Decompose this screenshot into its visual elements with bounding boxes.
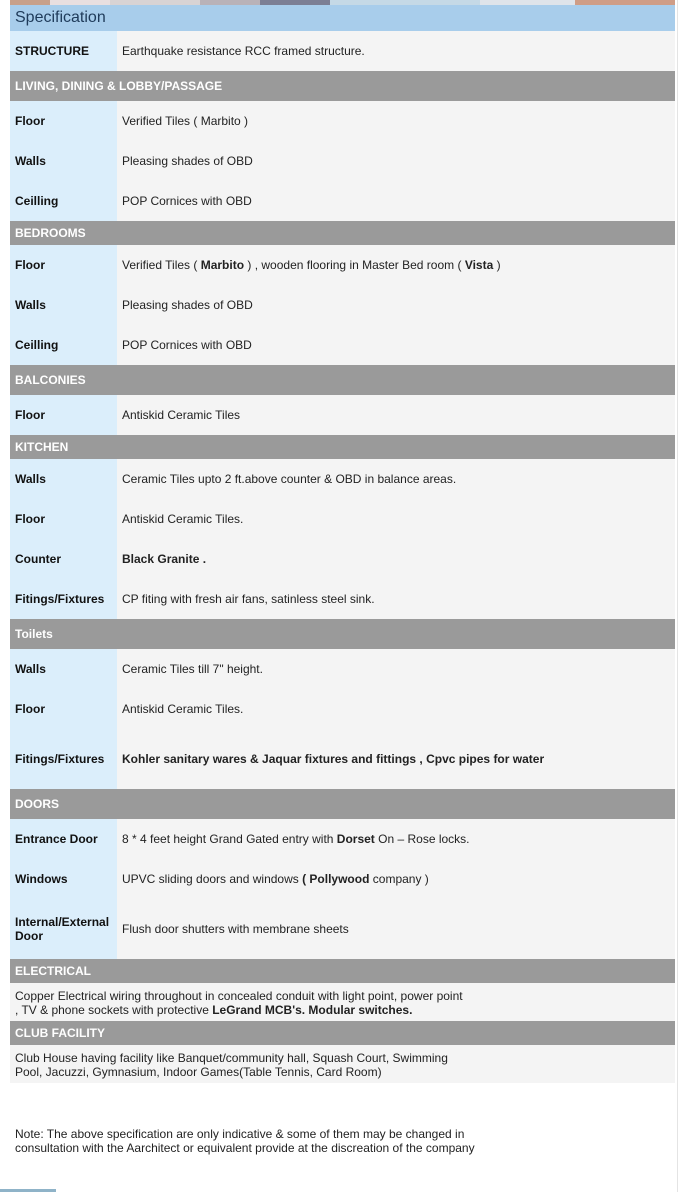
spec-value: Antiskid Ceramic Tiles. (122, 702, 244, 716)
spec-row (10, 325, 675, 365)
value-text: 8 * 4 feet height Grand Gated entry with (122, 832, 337, 846)
spec-value: Ceramic Tiles till 7" height. (122, 662, 263, 676)
spec-value (117, 552, 206, 566)
spec-label: Counter (10, 539, 117, 579)
spec-value: CP fiting with fresh air fans, satinless steel sink. (122, 592, 375, 606)
value-text: company ) (369, 872, 429, 886)
electrical-description (10, 983, 675, 1021)
spec-value: POP Cornices with OBD (122, 338, 252, 352)
spec-row (10, 899, 675, 959)
section-heading-balconies: BALCONIES (10, 365, 675, 395)
structure-row (10, 31, 675, 71)
spacer (10, 1083, 675, 1127)
spec-value: POP Cornices with OBD (122, 194, 252, 208)
spec-value: Verified Tiles ( Marbito ) (122, 114, 249, 128)
spec-label: STRUCTURE (10, 31, 117, 71)
spec-label: Fitings/Fixtures (10, 729, 117, 789)
spec-value: Pleasing shades of OBD (122, 298, 253, 312)
spec-row (10, 101, 675, 141)
spec-row (10, 649, 675, 689)
spec-value: Earthquake resistance RCC framed structure. (122, 44, 365, 58)
paragraph-line: Copper Electrical wiring throughout in concealed conduit with light point, power point (15, 989, 463, 1003)
section-heading-electrical: ELECTRICAL (10, 959, 675, 983)
spec-label: Internal/External Door (10, 899, 117, 959)
spec-value (117, 832, 470, 846)
spec-label: Floor (10, 395, 117, 435)
section-heading-club: CLUB FACILITY (10, 1021, 675, 1045)
spec-label: Windows (10, 859, 117, 899)
spec-label: Walls (10, 141, 117, 181)
spec-label: Ceilling (10, 325, 117, 365)
section-heading-doors: DOORS (10, 789, 675, 819)
spec-value (117, 258, 501, 272)
value-bold-text: Dorset (336, 832, 375, 846)
page-title: Specification (10, 5, 675, 31)
section-heading-toilets: Toilets (10, 619, 675, 649)
spec-value: Pleasing shades of OBD (122, 154, 253, 168)
spec-row (10, 285, 675, 325)
paragraph-line (15, 1003, 670, 1017)
section-heading-bedrooms: BEDROOMS (10, 221, 675, 245)
paragraph-line: Club House having facility like Banquet/community hall, Squash Court, Swimming (15, 1051, 448, 1065)
value-text: ) (493, 258, 501, 272)
value-text: On – Rose locks. (374, 832, 470, 846)
value-bold-text: Vista (464, 258, 494, 272)
value-bold-text: Marbito (200, 258, 245, 272)
note-line: Note: The above specification are only indicative & some of them may be changed in (15, 1127, 465, 1141)
spec-label: Ceilling (10, 181, 117, 221)
note-line: consultation with the Aarchitect or equivalent provide at the discreation of the company (15, 1141, 475, 1155)
value-bold-text: Kohler sanitary wares & Jaquar fixtures and fittings , Cpvc pipes for water (122, 752, 545, 766)
spec-row (10, 579, 675, 619)
value-text: , TV & phone sockets with protective (15, 1003, 213, 1017)
spec-value: Antiskid Ceramic Tiles. (122, 512, 244, 526)
value-bold-text: LeGrand MCB's. Modular switches. (212, 1003, 413, 1017)
spec-row (10, 181, 675, 221)
spec-row (10, 459, 675, 499)
value-bold-text: Black Granite . (122, 552, 207, 566)
spec-label: Walls (10, 649, 117, 689)
spec-label: Floor (10, 499, 117, 539)
spec-value (117, 872, 429, 886)
spec-row (10, 689, 675, 729)
disclaimer-note (10, 1127, 675, 1155)
spec-row (10, 499, 675, 539)
spec-row (10, 819, 675, 859)
club-description (10, 1045, 675, 1083)
spec-row (10, 395, 675, 435)
spec-label: Fitings/Fixtures (10, 579, 117, 619)
spec-value: Antiskid Ceramic Tiles (122, 408, 241, 422)
value-text: UPVC sliding doors and windows (122, 872, 303, 886)
spec-label: Floor (10, 689, 117, 729)
section-heading-living: LIVING, DINING & LOBBY/PASSAGE (10, 71, 675, 101)
specification-panel (10, 5, 675, 1155)
spec-label: Entrance Door (10, 819, 117, 859)
spec-row (10, 141, 675, 181)
spec-value: Flush door shutters with membrane sheets (122, 922, 349, 936)
spec-label: Walls (10, 459, 117, 499)
spec-row (10, 729, 675, 789)
paragraph-line: Pool, Jacuzzi, Gymnasium, Indoor Games(Table Tennis, Card Room) (15, 1065, 382, 1079)
spec-label: Walls (10, 285, 117, 325)
value-text: Verified Tiles ( (122, 258, 201, 272)
page-border (677, 0, 678, 1192)
spec-label: Floor (10, 101, 117, 141)
value-text: ) , wooden flooring in Master Bed room ( (244, 258, 465, 272)
value-bold-text: ( Pollywood (302, 872, 370, 886)
spec-row (10, 859, 675, 899)
spec-label: Floor (10, 245, 117, 285)
spec-value (117, 752, 544, 766)
spec-value: Ceramic Tiles upto 2 ft.above counter & OBD in balance areas. (122, 472, 457, 486)
spec-row (10, 245, 675, 285)
spec-row (10, 539, 675, 579)
section-heading-kitchen: KITCHEN (10, 435, 675, 459)
